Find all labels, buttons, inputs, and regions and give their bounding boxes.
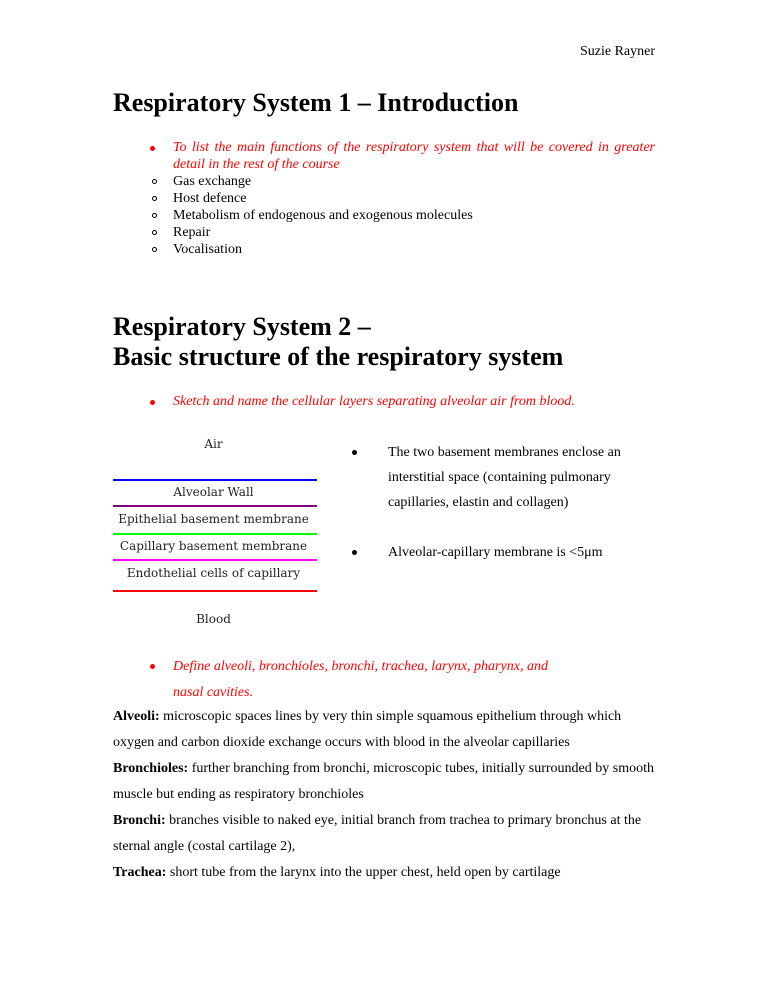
define-objective: Define alveoli, bronchioles, bronchi, trachea, larynx, pharynx, and nasal cavities. (173, 659, 548, 700)
hollow-bullet-icon (152, 247, 157, 252)
definition-bronchi: Bronchi: branches visible to naked eye, initial branch from trachea to primary bronchus at the sternal angle (costal cartilage 2), (113, 813, 642, 854)
blood-label: Blood (196, 612, 231, 626)
bullet-icon (150, 146, 155, 151)
hollow-bullet-icon (152, 196, 157, 201)
purple-line (113, 505, 317, 507)
layer-label: Epithelial basement membrane (118, 512, 309, 526)
definition-bronchioles: Bronchioles: further branching from bronchi, microscopic tubes, initially surrounded by smooth muscle but ending as respiratory bronchioles (113, 761, 654, 802)
functions-list (150, 173, 473, 258)
bullet-icon (352, 550, 357, 555)
air-label: Air (204, 437, 223, 451)
section2-title: Respiratory System 2 – Basic structure of the respiratory system (113, 312, 564, 371)
bullet-icon (352, 450, 357, 455)
hollow-bullet-icon (152, 213, 157, 218)
list-item: Host defence (150, 190, 473, 207)
blue-line (113, 479, 317, 481)
hollow-bullet-icon (152, 230, 157, 235)
layer-label: Capillary basement membrane (119, 539, 308, 553)
list-item: Repair (150, 224, 473, 241)
sketch-objective: Sketch and name the cellular layers separating alveolar air from blood. (173, 394, 575, 409)
definitions-list (113, 704, 658, 886)
hollow-bullet-icon (152, 179, 157, 184)
definition-alveoli: Alveoli: microscopic spaces lines by very thin simple squamous epithelium through which oxygen and carbon dioxide exchange occurs with blood in the alveolar capillaries (113, 709, 622, 750)
list-item: Metabolism of endogenous and exogenous molecules (150, 207, 473, 224)
bullet-icon (150, 664, 155, 669)
document-page: Suzie Rayner Respiratory System 1 – Introduction To list the main functions of the respiratory system that will be covered in greater detail in the rest of the course Gas exchange Host defence Metabolism of endogenous and exogenous molecules Repair Vocalisation Respiratory System 2 – Basic structure of the respiratory system Sketch and name the cellular layers separating alveolar air from blood. Air Alveolar Wall Epithelial basement membrane Capillary basement membrane Endothelial cells of capillary Blood The two basement membranes enclose an interstitial space (containing pulmonary capillaries, elastin and collagen) Alveolar-capillary membrane is <5μm Define alveoli, bronchioles, bronchi, trachea, larynx, pharynx, and nasal cavities. Alveoli: microscopic spaces lines by very thin simple squamous epithelium through which oxygen and carbon dioxide exchange occurs with blood in the alveolar capillaries Bronchioles: further branching from bronchi, microscopic tubes, initially surrounded by smooth muscle but ending as respiratory bronchioles Bronchi: branches visible to naked eye, initial branch from trachea to primary bronchus at the sternal angle (costal cartilage 2), Trachea: short tube from the larynx into the upper chest, held open by cartilage (0, 0, 768, 994)
membrane-layers-diagram (110, 435, 320, 630)
list-item: Gas exchange (150, 173, 473, 190)
bullet-icon (150, 400, 155, 405)
layer-label: Endothelial cells of capillary (126, 566, 301, 580)
section1-title: Respiratory System 1 – Introduction (113, 88, 519, 117)
author-header: Suzie Rayner (579, 44, 655, 59)
layer-label: Alveolar Wall (173, 485, 254, 499)
magenta-line (113, 559, 317, 561)
red-line (113, 590, 317, 592)
list-item: Vocalisation (150, 241, 473, 258)
green-line (113, 533, 317, 535)
definition-trachea: Trachea: short tube from the larynx into the upper chest, held open by cartilage (113, 865, 561, 880)
section1-objective: To list the main functions of the respiratory system that will be covered in greater detail in the rest of the course (173, 140, 655, 172)
